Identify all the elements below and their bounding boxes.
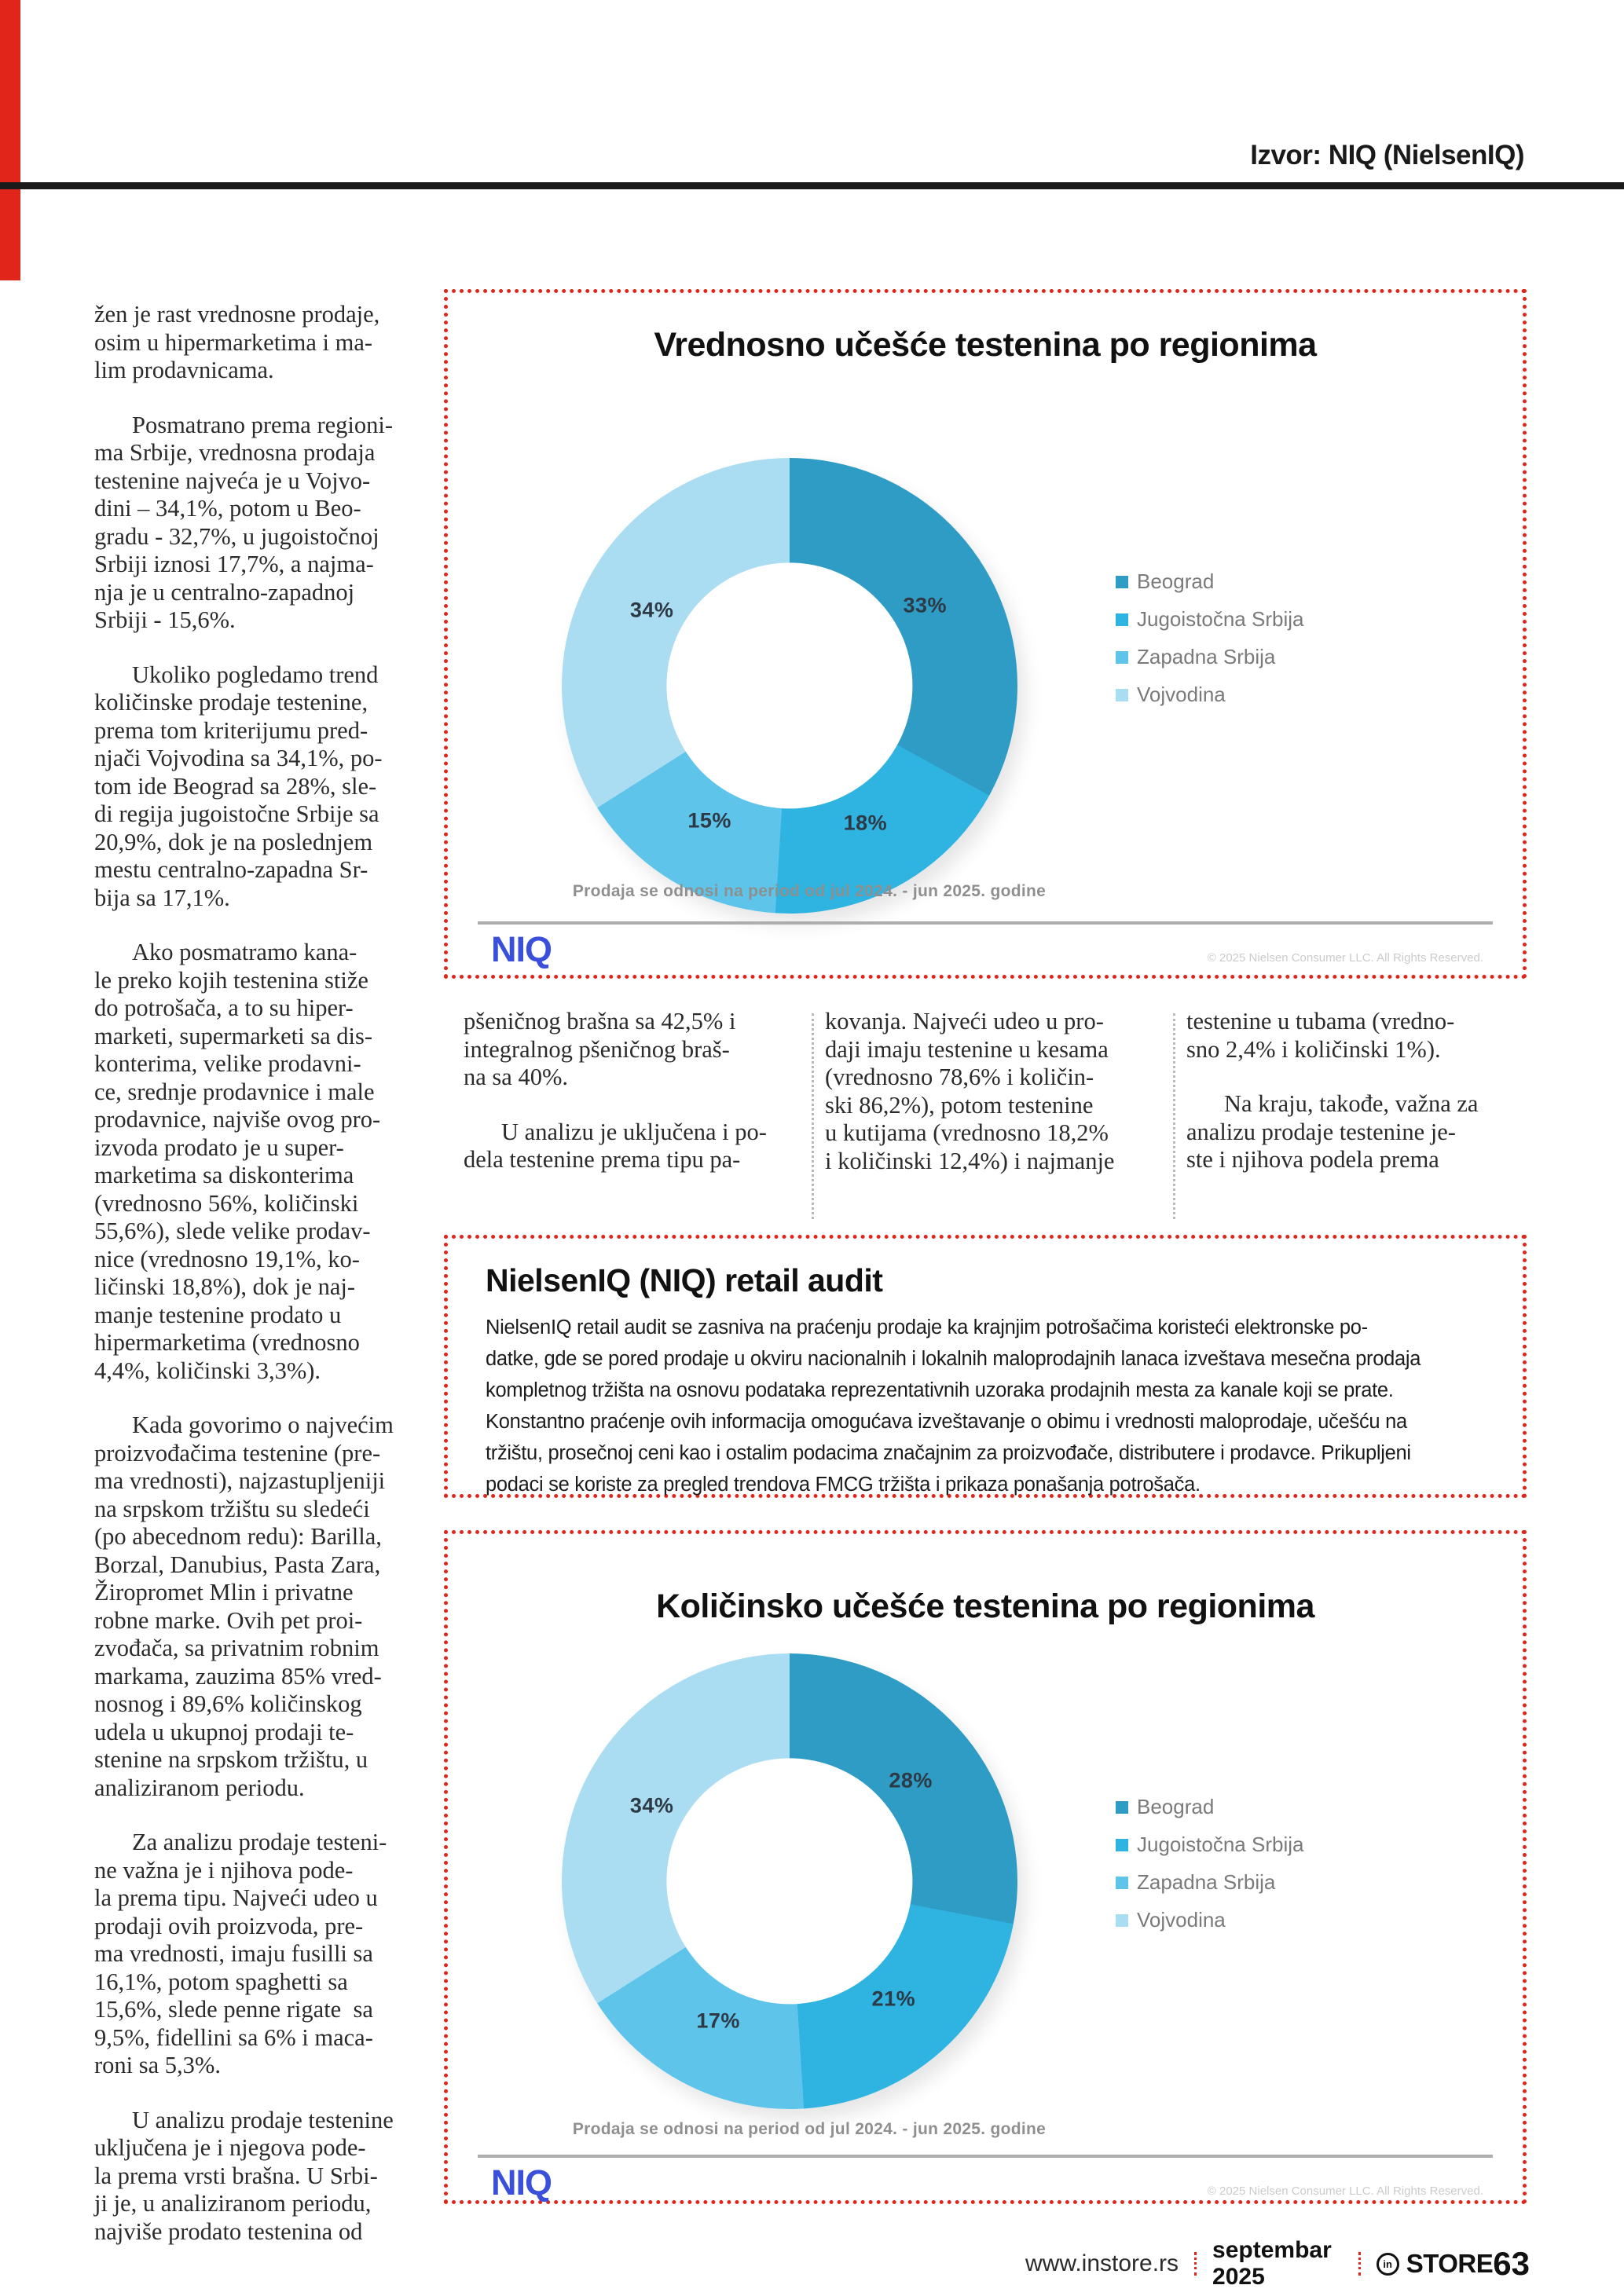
text-line: ski 86,2%), potom testenine bbox=[825, 1091, 1094, 1119]
text-line: manje testenine prodato u bbox=[94, 1301, 342, 1328]
legend-swatch-icon bbox=[1116, 1877, 1128, 1889]
chart-divider bbox=[478, 921, 1493, 925]
text-line: marketima sa diskonterima bbox=[94, 1162, 354, 1188]
legend-label: Vojvodina bbox=[1137, 1908, 1226, 1932]
paragraph bbox=[1186, 1008, 1528, 1064]
slice-label: 34% bbox=[629, 1793, 674, 1818]
text-line: 16,1%, potom spaghetti sa bbox=[94, 1968, 348, 1995]
text-line: žen je rast vrednosne prodaje, bbox=[94, 301, 380, 328]
footer-separator bbox=[1194, 2252, 1197, 2276]
text-line: prodavnice, najviše ovog pro- bbox=[94, 1106, 381, 1133]
text-line: Za analizu prodaje testeni- bbox=[132, 1829, 387, 1855]
text-line: testenine najveća je u Vojvo- bbox=[94, 467, 371, 494]
text-line: di regija jugoistočne Srbije sa bbox=[94, 800, 379, 827]
legend-swatch-icon bbox=[1116, 1914, 1128, 1927]
text-line: Ukoliko pogledamo trend bbox=[132, 661, 379, 688]
nielseniq-info-box bbox=[444, 1235, 1527, 1498]
donut-hole bbox=[666, 562, 912, 808]
text-line: tržištu, prosečnoj ceni kao i ostalim podacima značajnim za proizvođače, distributere i prodavce. Prikupljeni bbox=[486, 1442, 1411, 1464]
legend-item bbox=[1116, 683, 1303, 707]
paragraph bbox=[94, 939, 444, 1385]
text-line: konterima, velike prodavni- bbox=[94, 1050, 361, 1077]
footer-brand-name: STORE bbox=[1406, 2249, 1494, 2278]
text-line: Srbiji - 15,6%. bbox=[94, 606, 236, 633]
chart-legend bbox=[1116, 1795, 1303, 1946]
chart-divider bbox=[478, 2155, 1493, 2158]
text-line: stenine na srpskom tržištu, u bbox=[94, 1746, 368, 1773]
legend-swatch-icon bbox=[1116, 1801, 1128, 1814]
text-line: na srpskom tržištu su sledeći bbox=[94, 1495, 370, 1522]
text-line: NielsenIQ retail audit se zasniva na praćenju prodaje ka krajnjim potrošačima koristeći elektronske po- bbox=[486, 1316, 1368, 1338]
text-line: osim u hipermarketima i ma- bbox=[94, 328, 373, 356]
text-line: roni sa 5,3%. bbox=[94, 2052, 221, 2078]
value-share-chart-box bbox=[444, 289, 1527, 979]
chart-footnote: Prodaja se odnosi na period od jul 2024. - jun 2025. godine bbox=[572, 882, 1047, 900]
page-footer bbox=[1025, 2237, 1530, 2291]
legend-label: Beograd bbox=[1137, 1795, 1215, 1818]
legend-item bbox=[1116, 1833, 1303, 1857]
instore-brand bbox=[1377, 2249, 1494, 2279]
legend-swatch-icon bbox=[1116, 689, 1128, 701]
footer-website: www.instore.rs bbox=[1025, 2250, 1179, 2276]
text-line: ne važna je i njihova pode- bbox=[94, 1856, 354, 1884]
instore-logo-icon: in bbox=[1377, 2253, 1399, 2276]
text-line: analizu prodaje testenine je- bbox=[1186, 1118, 1456, 1145]
text-line: robne marke. Ovih pet proi- bbox=[94, 1606, 363, 1634]
legend-label: Jugoistočna Srbija bbox=[1137, 607, 1304, 631]
legend-label: Beograd bbox=[1137, 569, 1215, 593]
chart-copyright: © 2025 Nielsen Consumer LLC. All Rights Reserved. bbox=[1207, 2184, 1483, 2198]
text-line: ce, srednje prodavnice i male bbox=[94, 1078, 375, 1105]
text-line: mestu centralno-zapadna Sr- bbox=[94, 856, 368, 883]
text-line: količinske prodaje testenine, bbox=[94, 689, 368, 716]
info-box-title: NielsenIQ (NIQ) retail audit bbox=[486, 1262, 883, 1298]
paragraph bbox=[464, 1008, 805, 1092]
text-line: markama, zauzima 85% vred- bbox=[94, 1662, 382, 1690]
niq-logo: NIQ bbox=[491, 929, 552, 969]
text-line: (vrednosno 56%, količinski bbox=[94, 1189, 359, 1217]
niq-logo: NIQ bbox=[491, 2162, 552, 2203]
text-line: U analizu je uključena i po- bbox=[501, 1118, 767, 1145]
header-rule bbox=[0, 182, 1624, 189]
legend-swatch-icon bbox=[1116, 651, 1128, 664]
text-line: 20,9%, dok je na poslednjem bbox=[94, 828, 373, 855]
text-line: kompletnog tržišta na osnovu podataka reprezentativnih uzoraka prodajnih mesta za kanale koji se prate. bbox=[486, 1379, 1394, 1401]
article-mid-column-3 bbox=[1186, 1008, 1528, 1174]
paragraph bbox=[94, 1412, 444, 1802]
text-line: ma Srbije, vrednosna prodaja bbox=[94, 439, 376, 466]
paragraph bbox=[464, 1119, 805, 1174]
text-line: izvoda prodato je u super- bbox=[94, 1133, 344, 1161]
info-box-body bbox=[486, 1312, 1485, 1500]
slice-label: 15% bbox=[687, 808, 731, 833]
text-line: daji imaju testenine u kesama bbox=[825, 1035, 1109, 1063]
legend-item bbox=[1116, 1908, 1303, 1932]
text-line: i količinski 12,4%) i najmanje bbox=[825, 1147, 1115, 1174]
text-line: ji je, u analiziranom periodu, bbox=[94, 2190, 372, 2217]
text-line: ste i njihova podela prema bbox=[1186, 1146, 1439, 1173]
text-line: sno 2,4% i količinski 1%). bbox=[1186, 1035, 1441, 1063]
slice-label: 18% bbox=[843, 811, 888, 835]
footer-separator bbox=[1358, 2252, 1361, 2276]
text-line: (po abecednom redu): Barilla, bbox=[94, 1523, 382, 1550]
text-line: testenine u tubama (vredno- bbox=[1186, 1008, 1455, 1034]
donut-chart-value bbox=[562, 458, 1017, 914]
text-line: le preko kojih testenina stiže bbox=[94, 966, 368, 994]
text-line: analiziranom periodu. bbox=[94, 1774, 305, 1801]
paragraph bbox=[94, 661, 444, 913]
legend-label: Jugoistočna Srbija bbox=[1137, 1833, 1304, 1856]
text-line: Kada govorimo o najvećim bbox=[132, 1412, 394, 1438]
text-line: najviše prodato testenina od bbox=[94, 2217, 363, 2245]
chart-legend bbox=[1116, 569, 1303, 720]
text-line: zvođača, sa privatnim robnim bbox=[94, 1635, 379, 1661]
slice-label: 21% bbox=[871, 1987, 916, 2011]
text-line: na sa 40%. bbox=[464, 1064, 568, 1090]
donut-chart-volume bbox=[562, 1653, 1017, 2109]
donut-hole bbox=[666, 1758, 912, 2004]
text-line: 4,4%, količinski 3,3%). bbox=[94, 1357, 321, 1384]
text-line: tom ide Beograd sa 28%, sle- bbox=[94, 772, 377, 800]
text-line: ma vrednosti), najzastupljeniji bbox=[94, 1467, 386, 1494]
text-line: dela testenine prema tipu pa- bbox=[464, 1146, 741, 1173]
chart-copyright: © 2025 Nielsen Consumer LLC. All Rights Reserved. bbox=[1207, 951, 1483, 965]
text-line: uključena je i njegova pode- bbox=[94, 2134, 366, 2161]
text-line: pšeničnog brašna sa 42,5% i bbox=[464, 1008, 736, 1034]
text-line: udela u ukupnoj prodaji te- bbox=[94, 1718, 354, 1745]
text-line: nja je u centralno-zapadnoj bbox=[94, 578, 355, 606]
text-line: Na kraju, takođe, važna za bbox=[1224, 1090, 1479, 1117]
text-line: Ako posmatramo kana- bbox=[132, 939, 357, 965]
legend-item bbox=[1116, 1795, 1303, 1819]
text-line: prema tom kriterijumu pred- bbox=[94, 716, 368, 744]
legend-item bbox=[1116, 645, 1303, 669]
paragraph bbox=[94, 2107, 444, 2247]
legend-label: Vojvodina bbox=[1137, 683, 1226, 706]
volume-share-chart-box bbox=[444, 1530, 1527, 2204]
section-color-tab bbox=[0, 0, 20, 280]
paragraph bbox=[1186, 1090, 1528, 1174]
page-number: 63 bbox=[1493, 2245, 1530, 2282]
legend-item bbox=[1116, 569, 1303, 594]
text-line: proizvođačima testenine (pre- bbox=[94, 1439, 381, 1467]
column-separator bbox=[1173, 1013, 1175, 1219]
text-line: (vrednosno 78,6% i količin- bbox=[825, 1064, 1094, 1090]
article-left-column bbox=[94, 301, 444, 2246]
text-line: bija sa 17,1%. bbox=[94, 884, 230, 911]
text-line: gradu - 32,7%, u jugoistočnoj bbox=[94, 522, 379, 550]
article-mid-column-2 bbox=[825, 1008, 1167, 1175]
chart-title: Vrednosno učešće testenina po regionima bbox=[654, 326, 1317, 364]
text-line: ma vrednosti, imaju fusilli sa bbox=[94, 1940, 373, 1967]
text-line: dini – 34,1%, potom u Beo- bbox=[94, 495, 361, 522]
text-line: 15,6%, slede penne rigate sa bbox=[94, 1996, 373, 2023]
text-line: 9,5%, fidellini sa 6% i maca- bbox=[94, 2023, 373, 2051]
legend-label: Zapadna Srbija bbox=[1137, 645, 1276, 668]
source-credit: Izvor: NIQ (NielsenIQ) bbox=[1250, 140, 1524, 170]
column-separator bbox=[812, 1013, 814, 1219]
legend-swatch-icon bbox=[1116, 1839, 1128, 1851]
text-line: datke, gde se pored prodaje u okviru nacionalnih i lokalnih maloprodajnih lanaca izveštava mesečna prodaja bbox=[486, 1348, 1421, 1370]
text-line: Žiropromet Mlin i privatne bbox=[94, 1579, 354, 1606]
slice-label: 33% bbox=[903, 593, 948, 617]
text-line: U analizu prodaje testenine bbox=[132, 2106, 394, 2133]
legend-item bbox=[1116, 1870, 1303, 1895]
text-line: nice (vrednosno 19,1%, ko- bbox=[94, 1245, 360, 1273]
legend-swatch-icon bbox=[1116, 576, 1128, 588]
text-line: Srbiji iznosi 17,7%, a najma- bbox=[94, 551, 374, 577]
article-mid-column-1 bbox=[464, 1008, 805, 1174]
paragraph bbox=[825, 1008, 1167, 1175]
text-line: prodaji ovih proizvoda, pre- bbox=[94, 1912, 364, 1939]
text-line: nosnog i 89,6% količinskog bbox=[94, 1690, 362, 1717]
footer-issue: septembar 2025 bbox=[1212, 2237, 1332, 2290]
text-line: do potrošača, a to su hiper- bbox=[94, 994, 354, 1021]
legend-swatch-icon bbox=[1116, 613, 1128, 626]
text-line: hipermarketima (vrednosno bbox=[94, 1329, 360, 1356]
text-line: kovanja. Najveći udeo u pro- bbox=[825, 1008, 1104, 1034]
text-line: u kutijama (vrednosno 18,2% bbox=[825, 1119, 1109, 1146]
text-line: la prema tipu. Najveći udeo u bbox=[94, 1884, 378, 1911]
text-line: integralnog pšeničnog braš- bbox=[464, 1035, 730, 1063]
slice-label: 34% bbox=[629, 598, 674, 622]
text-line: la prema vrsti brašna. U Srbi- bbox=[94, 2162, 378, 2189]
legend-label: Zapadna Srbija bbox=[1137, 1870, 1276, 1894]
text-line: podaci se koriste za pregled trendova FMCG tržišta i prikaza ponašanja potrošača. bbox=[486, 1474, 1201, 1496]
text-line: Posmatrano prema regioni- bbox=[132, 411, 394, 438]
text-line: Konstantno praćenje ovih informacija omogućava izveštavanje o obimu i vrednosti maloprodaje, učešću na bbox=[486, 1411, 1407, 1433]
paragraph bbox=[94, 412, 444, 635]
chart-footnote: Prodaja se odnosi na period od jul 2024. - jun 2025. godine bbox=[572, 2120, 1047, 2138]
paragraph bbox=[94, 1829, 444, 2080]
slice-label: 17% bbox=[696, 2009, 740, 2033]
chart-title: Količinsko učešće testenina po regionima bbox=[656, 1587, 1314, 1625]
text-line: lim prodavnicama. bbox=[94, 357, 274, 383]
paragraph bbox=[94, 301, 444, 385]
slice-label: 28% bbox=[889, 1768, 933, 1792]
text-line: ličinski 18,8%), dok je naj- bbox=[94, 1273, 356, 1300]
text-line: 55,6%), slede velike prodav- bbox=[94, 1218, 371, 1244]
text-line: marketi, supermarketi sa dis- bbox=[94, 1022, 373, 1049]
text-line: njači Vojvodina sa 34,1%, po- bbox=[94, 745, 383, 771]
legend-item bbox=[1116, 607, 1303, 632]
text-line: Borzal, Danubius, Pasta Zara, bbox=[94, 1551, 381, 1578]
